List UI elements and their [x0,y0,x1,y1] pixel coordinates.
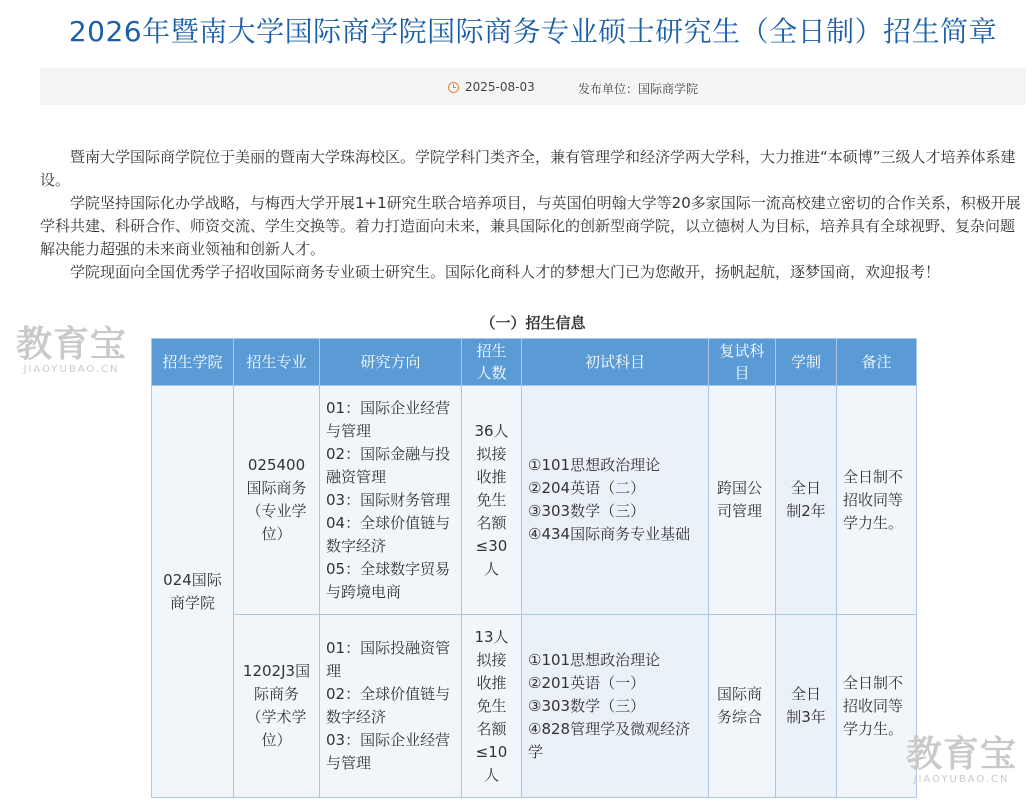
cell-major: 025400国际商务（专业学位） [234,386,320,615]
intro-paragraph: 暨南大学国际商学院位于美丽的暨南大学珠海校区。学院学科门类齐全，兼有管理学和经济学两大学科，大力推进“本硕博”三级人才培养体系建设。 [40,148,1016,189]
header-quota: 招生人数 [462,339,522,386]
exam-item: ①101思想政治理论 [528,650,661,669]
direction-item: 03：国际财务管理 [326,490,451,509]
header-duration: 学制 [776,339,837,386]
section-title: （一）招生信息 [480,314,586,332]
watermark-logo [16,326,127,375]
table-header-row [152,339,917,386]
intro-text [40,146,1026,284]
header-exam: 初试科目 [522,339,709,386]
direction-item: 03：国际企业经营与管理 [326,731,451,772]
cell-directions [320,386,462,615]
cell-college: 024国际商学院 [152,386,234,798]
page-title: 2026年暨南大学国际商学院国际商务专业硕士研究生（全日制）招生简章 [68,15,998,48]
cell-note: 全日制不招收同等学力生。 [837,386,917,615]
cell-retest: 国际商务综合 [709,615,776,798]
article-meta-bar [40,68,1026,105]
exam-item: ③303数学（三） [528,696,646,715]
watermark-en: JIAOYUBAO.CN [913,774,1010,785]
intro-paragraph: 学院坚持国际化办学战略，与梅西大学开展1+1研究生联合培养项目，与英国伯明翰大学等20多家国际一流高校建立密切的合作关系，积极开展学科共建、科研合作、师资交流、学生交换等。着力打造面向未来，兼具国际化的创新型商学院，以立德树人为目标，培养具有全球视野、复杂问题解决能力超强的未来商业领袖和创新人才。 [40,194,1021,258]
exam-item: ②204英语（二） [528,479,646,497]
cell-exams [522,615,709,798]
cell-quota: 13人拟接收推免生名额≤10人 [462,615,522,798]
direction-item: 04：全球价值链与数字经济 [326,513,451,555]
direction-item: 01：国际投融资管理 [326,639,451,680]
watermark-cn: 教育宝 [16,324,128,365]
cell-quota: 36人拟接收推免生名额≤30人 [462,386,522,615]
cell-duration: 全日制2年 [776,386,837,615]
watermark-cn: 教育宝 [906,734,1018,775]
header-note: 备注 [837,339,917,386]
header-college: 招生学院 [152,339,234,386]
watermark-logo [906,736,1017,785]
exam-item: ②201英语（一） [528,673,646,692]
admission-table [151,338,917,798]
exam-item: ④434国际商务专业基础 [528,525,691,543]
header-retest: 复试科目 [709,339,776,386]
clock-icon [448,82,459,93]
cell-note: 全日制不招收同等学力生。 [837,615,917,798]
table-row [152,386,917,615]
cell-directions [320,615,462,798]
publish-date [448,80,535,94]
cell-retest: 跨国公司管理 [709,386,776,615]
intro-paragraph: 学院现面向全国优秀学子招收国际商务专业硕士研究生。国际化商科人才的梦想大门已为您敞开，扬帆起航，逐梦国商，欢迎报考！ [70,263,941,281]
publisher: 发布单位：国际商学院 [578,82,699,96]
header-direction: 研究方向 [320,339,462,386]
publish-date-text: 2025-08-03 [465,80,535,94]
exam-item: ①101思想政治理论 [528,456,661,474]
direction-item: 02：国际金融与投融资管理 [326,444,451,486]
direction-item: 01：国际企业经营与管理 [326,398,451,440]
table-row [152,615,917,798]
direction-item: 02：全球价值链与数字经济 [326,685,451,726]
direction-item: 05：全球数字贸易与跨境电商 [326,559,451,601]
cell-exams [522,386,709,615]
exam-item: ③303数学（三） [528,502,646,520]
cell-duration: 全日制3年 [776,615,837,798]
watermark-en: JIAOYUBAO.CN [23,364,120,375]
header-major: 招生专业 [234,339,320,386]
cell-major: 1202J3国际商务（学术学位） [234,615,320,798]
exam-item: ④828管理学及微观经济学 [528,719,691,761]
